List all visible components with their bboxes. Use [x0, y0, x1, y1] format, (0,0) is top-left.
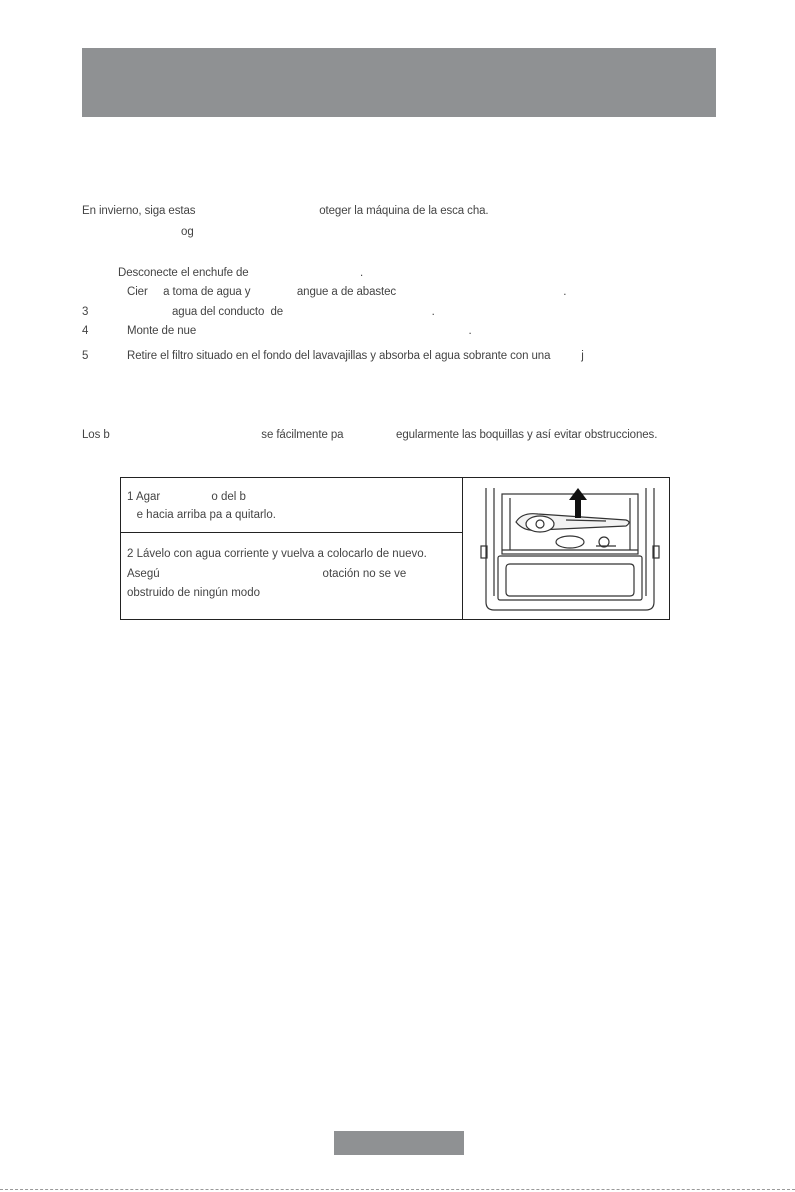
crop-mark-line	[0, 1189, 795, 1190]
row1-line2: e hacia arriba pa a quitarlo.	[127, 509, 276, 521]
row2-line2: Asegú otación no se ve	[127, 568, 407, 580]
dishwasher-spray-arm-illustration	[476, 484, 661, 614]
row2-line3: obstruido de ningún modo	[127, 587, 260, 599]
row2-line1: 2 Lávelo con agua corriente y vuelva a colocarlo de nuevo.	[127, 548, 427, 560]
step-text: Monte de nue .	[127, 325, 472, 337]
step-number: 3	[82, 306, 89, 318]
winter-intro-line1: En invierno, siga estas oteger la máquina de la esca cha.	[82, 205, 489, 217]
arrow-up-icon	[569, 488, 587, 518]
step-text: Desconecte el enchufe de .	[118, 267, 364, 279]
step-text: agua del conducto de .	[172, 306, 435, 318]
instructions-table	[120, 477, 670, 620]
table-row-divider	[121, 532, 462, 533]
step-number: 4	[82, 325, 89, 337]
row1-line1: 1 Agar o del b	[127, 491, 246, 503]
step-number: 5	[82, 350, 89, 362]
table-column-divider	[462, 478, 463, 619]
spray-arms-intro: Los b se fácilmente pa egularmente las boquillas y así evitar obstrucciones.	[82, 429, 658, 441]
section-header-bar	[82, 48, 716, 117]
step-text: Retire el filtro situado en el fondo del lavavajillas y absorba el agua sobrante con una j	[127, 350, 584, 362]
winter-intro-line2: og	[82, 226, 194, 238]
page-number-bar	[334, 1131, 464, 1155]
step-text: Cier a toma de agua y angue a de abastec .	[127, 286, 567, 298]
